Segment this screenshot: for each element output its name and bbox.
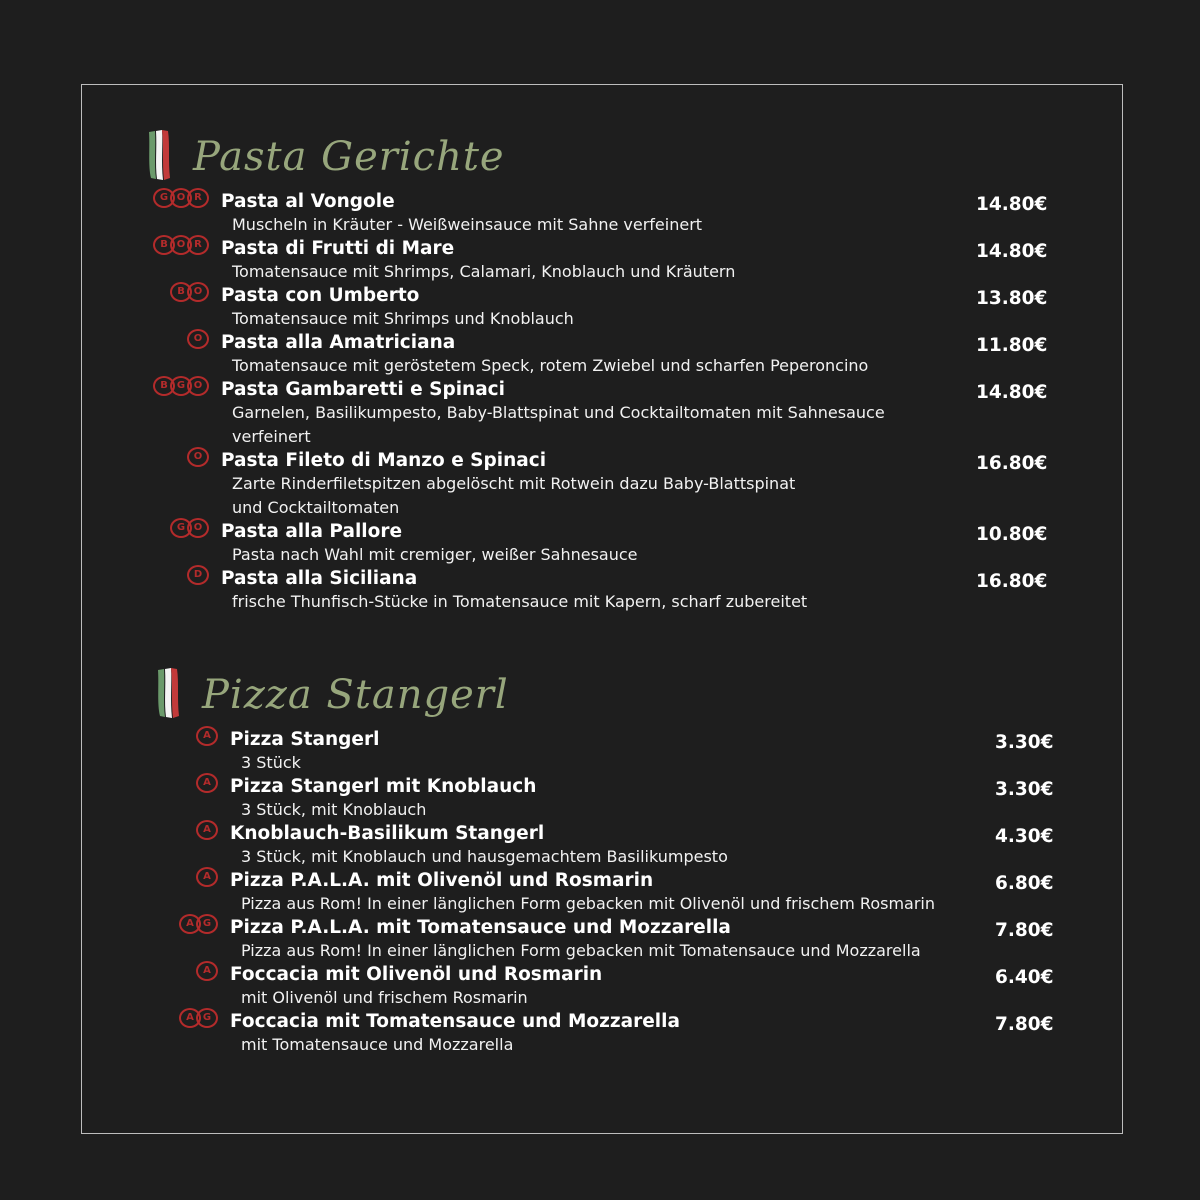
menu-item xyxy=(193,331,1051,378)
allergen-badge-icon: A xyxy=(196,773,218,793)
allergen-badge-icon: O xyxy=(187,447,209,467)
item-price: 7.80€ xyxy=(995,920,1054,941)
allergen-codes xyxy=(184,1008,218,1028)
allergen-badge-icon: B xyxy=(153,235,175,255)
item-description: 3 Stück xyxy=(241,753,301,772)
item-description: Tomatensauce mit Shrimps und Knoblauch xyxy=(232,309,574,328)
menu-item xyxy=(203,963,1060,1010)
allergen-badge-icon: O xyxy=(187,518,209,538)
item-price: 14.80€ xyxy=(976,382,1048,403)
item-price: 7.80€ xyxy=(995,1014,1054,1035)
menu-item xyxy=(203,869,1060,916)
item-name: Pasta con Umberto xyxy=(221,285,420,306)
item-price: 14.80€ xyxy=(976,241,1048,262)
item-name: Pasta al Vongole xyxy=(221,191,395,212)
allergen-codes xyxy=(201,867,218,887)
allergen-codes xyxy=(201,773,218,793)
item-name: Foccacia mit Tomatensauce und Mozzarella xyxy=(230,1011,680,1032)
allergen-badge-icon: B xyxy=(170,282,192,302)
menu-item xyxy=(186,916,1060,963)
item-description: mit Olivenöl und frischem Rosmarin xyxy=(241,988,528,1007)
item-name: Pasta alla Pallore xyxy=(221,521,403,542)
item-name: Foccacia mit Olivenöl und Rosmarin xyxy=(230,964,603,985)
item-name: Pizza P.A.L.A. mit Tomatensauce und Mozzarella xyxy=(230,917,731,938)
item-name: Pizza Stangerl mit Knoblauch xyxy=(230,776,537,797)
allergen-codes xyxy=(175,518,209,538)
allergen-badge-icon: A xyxy=(196,867,218,887)
item-description: 3 Stück, mit Knoblauch und hausgemachtem Basilikumpesto xyxy=(241,847,728,866)
allergen-badge-icon: O xyxy=(170,235,192,255)
item-name: Pasta alla Siciliana xyxy=(221,568,418,589)
allergen-badge-icon: G xyxy=(153,188,175,208)
item-name: Knoblauch-Basilikum Stangerl xyxy=(230,823,545,844)
allergen-badge-icon: O xyxy=(170,188,192,208)
allergen-badge-icon: A xyxy=(196,961,218,981)
item-name: Pasta di Frutti di Mare xyxy=(221,238,455,259)
item-name: Pasta Gambaretti e Spinaci xyxy=(221,379,505,400)
allergen-codes xyxy=(201,961,218,981)
item-description: Pizza aus Rom! In einer länglichen Form gebacken mit Olivenöl und frischem Rosmarin xyxy=(241,894,936,913)
allergen-badge-icon: O xyxy=(187,329,209,349)
allergen-badge-icon: A xyxy=(179,914,201,934)
allergen-badge-icon: A xyxy=(196,726,218,746)
menu-item xyxy=(203,822,1060,869)
section-title: Pasta Gerichte xyxy=(193,134,505,180)
allergen-badge-icon: G xyxy=(196,1008,218,1028)
allergen-codes xyxy=(184,914,218,934)
allergen-codes xyxy=(201,820,218,840)
menu-item xyxy=(159,190,1051,237)
allergen-badge-icon: B xyxy=(153,376,175,396)
item-description: Garnelen, Basilikumpesto, Baby-Blattspinat und Cocktailtomaten mit Sahnesauce verfeinert xyxy=(232,403,885,446)
allergen-badge-icon: A xyxy=(179,1008,201,1028)
item-description: Pizza aus Rom! In einer länglichen Form gebacken mit Tomatensauce und Mozzarella xyxy=(241,941,921,960)
pasta-item-list xyxy=(159,190,1051,614)
item-description: Zarte Rinderfiletspitzen abgelöscht mit Rotwein dazu Baby-Blattspinat und Cocktailtomaten xyxy=(232,474,796,517)
allergen-badge-icon: R xyxy=(187,188,209,208)
allergen-badge-icon: A xyxy=(196,820,218,840)
allergen-badge-icon: G xyxy=(170,376,192,396)
italian-flag-icon xyxy=(147,128,173,182)
allergen-codes xyxy=(192,565,209,585)
allergen-badge-icon: D xyxy=(187,565,209,585)
allergen-codes xyxy=(192,329,209,349)
menu-item xyxy=(186,1010,1060,1057)
item-price: 4.30€ xyxy=(995,826,1054,847)
item-price: 3.30€ xyxy=(995,732,1054,753)
allergen-codes xyxy=(158,188,209,208)
allergen-badge-icon: O xyxy=(187,282,209,302)
menu-item xyxy=(203,775,1060,822)
item-price: 10.80€ xyxy=(976,524,1048,545)
menu-item xyxy=(193,449,1051,520)
allergen-badge-icon: R xyxy=(187,235,209,255)
item-price: 13.80€ xyxy=(976,288,1048,309)
item-price: 16.80€ xyxy=(976,453,1048,474)
item-name: Pasta alla Amatriciana xyxy=(221,332,456,353)
allergen-badge-icon: O xyxy=(187,376,209,396)
allergen-badge-icon: G xyxy=(196,914,218,934)
item-price: 3.30€ xyxy=(995,779,1054,800)
menu-item xyxy=(160,378,1051,449)
allergen-codes xyxy=(158,235,209,255)
item-name: Pasta Fileto di Manzo e Spinaci xyxy=(221,450,547,471)
allergen-codes xyxy=(201,726,218,746)
menu-item xyxy=(177,284,1051,331)
item-description: Muscheln in Kräuter - Weißweinsauce mit Sahne verfeinert xyxy=(232,215,703,234)
menu-item xyxy=(193,567,1051,614)
pizza-stangerl-item-list xyxy=(186,728,1060,1057)
menu-item xyxy=(203,728,1060,775)
allergen-codes xyxy=(158,376,209,396)
allergen-badge-icon: G xyxy=(170,518,192,538)
item-description: 3 Stück, mit Knoblauch xyxy=(241,800,427,819)
item-price: 16.80€ xyxy=(976,571,1048,592)
item-price: 6.80€ xyxy=(995,873,1054,894)
section-title: Pizza Stangerl xyxy=(202,672,509,718)
item-name: Pizza P.A.L.A. mit Olivenöl und Rosmarin xyxy=(230,870,654,891)
item-price: 11.80€ xyxy=(976,335,1048,356)
italian-flag-icon xyxy=(156,666,182,720)
item-description: Tomatensauce mit Shrimps, Calamari, Knoblauch und Kräutern xyxy=(232,262,736,281)
allergen-codes xyxy=(192,447,209,467)
item-price: 6.40€ xyxy=(995,967,1054,988)
item-price: 14.80€ xyxy=(976,194,1048,215)
item-description: frische Thunfisch-Stücke in Tomatensauce mit Kapern, scharf zubereitet xyxy=(232,592,808,611)
item-description: Tomatensauce mit geröstetem Speck, rotem Zwiebel und scharfen Peperoncino xyxy=(232,356,869,375)
item-description: Pasta nach Wahl mit cremiger, weißer Sahnesauce xyxy=(232,545,638,564)
item-name: Pizza Stangerl xyxy=(230,729,380,750)
menu-item xyxy=(176,520,1051,567)
menu-item xyxy=(160,237,1051,284)
allergen-codes xyxy=(175,282,209,302)
item-description: mit Tomatensauce und Mozzarella xyxy=(241,1035,514,1054)
